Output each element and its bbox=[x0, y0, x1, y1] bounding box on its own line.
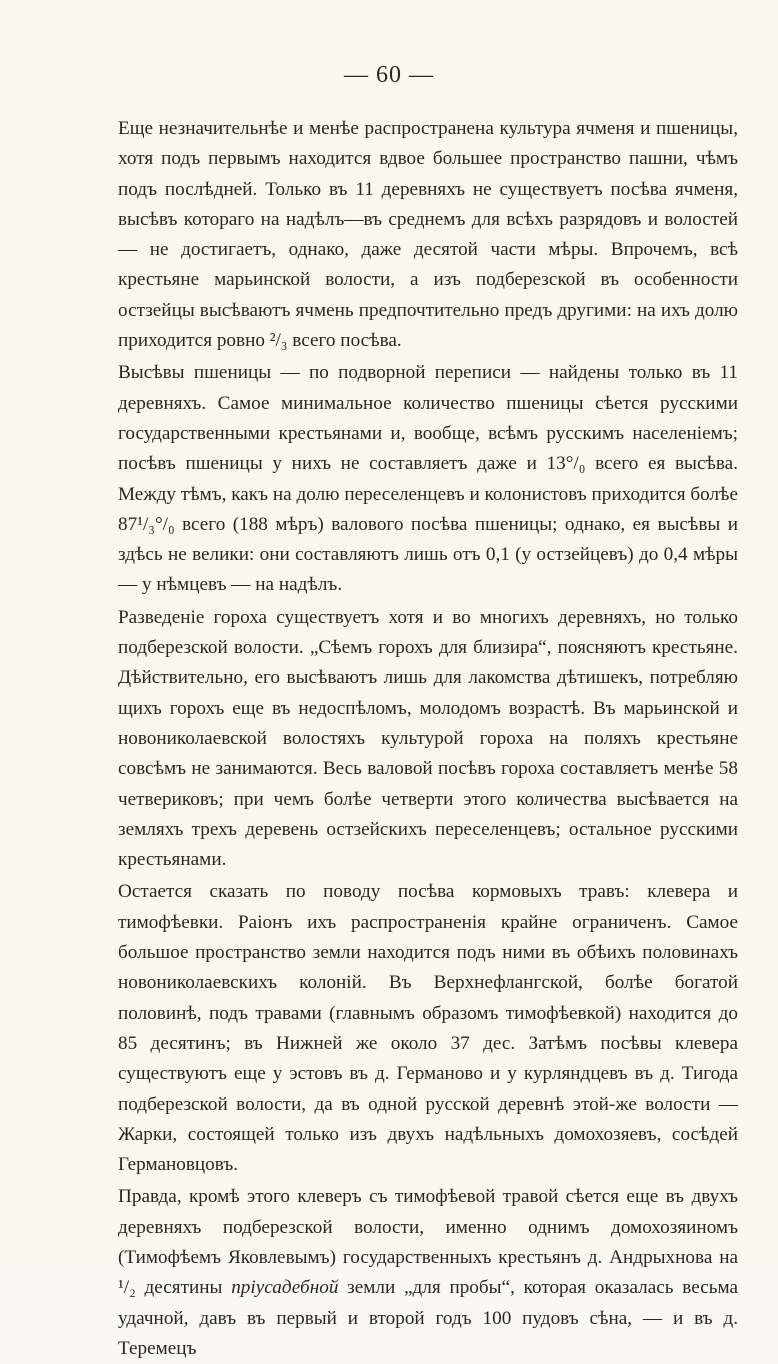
paragraph-clover-end: земли „для пробы“, которая оказалась весьма удачной, давъ въ первый и второй годъ 100 пудовъ сѣна, — и въ д. Теремецъ bbox=[118, 1277, 738, 1359]
paragraph-barley-wheat: Еще незначительнѣе и менѣе распространена культура ячменя и пшеницы, хотя подъ первымъ находится вдвое большее пространство пашни, чѣмъ подъ послѣдней. Только въ 11 деревняхъ не существуетъ посѣва ячменя, высѣвъ котораго на надѣлъ—въ среднемъ для всѣхъ разрядовъ и волостей — не достигаетъ, однако, даже десятой части мѣры. Впрочемъ, всѣ крестьяне марьинской волости, а изъ подберезской въ особенности остзейцы высѣваютъ ячмень предпочтительно предъ другими: на ихъ долю приходится ровно ²/₃ всего посѣва. bbox=[118, 118, 738, 352]
page-number: — 60 — bbox=[344, 62, 434, 88]
paragraph-clover bbox=[118, 1182, 738, 1364]
italic-term: пріусадебной bbox=[231, 1277, 339, 1299]
paragraph-clover-start: Правда, кромѣ этого клеверъ съ тимофѣевой травой сѣется еще въ двухъ деревняхъ подберезской волости, именно однимъ домохозяиномъ (Тимофѣемъ Яковлевымъ) государственныхъ крестьянъ д. Андрыхнова на ¹/₂ десятины bbox=[118, 1186, 738, 1299]
paragraph-fodder-grasses: Остается сказать по поводу посѣва кормовыхъ травъ: клевера и тимофѣевки. Раіонъ ихъ распространенія крайне ограниченъ. Самое большое пространство земли находится подъ ними въ обѣихъ половинахъ новониколаевскихъ колоній. Въ Верхнефлангской, болѣе богатой половинѣ, подъ травами (главнымъ образомъ тимофѣевкой) находится до 85 десятинъ; въ Нижней же около 37 дес. Затѣмъ посѣвы клевера существуютъ еще у эстовъ въ д. Германово и у курляндцевъ въ д. Тигода подберезской волости, да въ одной русской деревнѣ этой-же волости — Жарки, состоящей только изъ двухъ надѣльныхъ домохозяевъ, сосѣдей Германовцовъ. bbox=[118, 881, 738, 1176]
page-body bbox=[118, 114, 738, 1364]
paragraph-wheat-sowing: Высѣвы пшеницы — по подворной переписи — найдены только въ 11 деревняхъ. Самое минимальное количество пшеницы сѣется русскими государственными крестьянами и, вообще, всѣмъ русскимъ населеніемъ; посѣвъ пшеницы у нихъ не составляетъ даже и 13°/₀ всего ея высѣва. Между тѣмъ, какъ на долю переселенцевъ и колонистовъ приходится болѣе 87¹/₃°/₀ всего (188 мѣръ) валового посѣва пшеницы; однако, ея высѣвы и здѣсь не велики: они составляютъ лишь отъ 0,1 (у остзейцевъ) до 0,4 мѣры — у нѣмцевъ — на надѣлъ. bbox=[118, 362, 738, 596]
paragraph-peas: Разведеніе гороха существуетъ хотя и во многихъ деревняхъ, но только подберезской волости. „Сѣемъ горохъ для близира“, поясняютъ крестьяне. Дѣйствительно, его высѣваютъ лишь для лакомства дѣтишекъ, потребляю щихъ горохъ еще въ недоспѣломъ, молодомъ возрастѣ. Въ марьинской и новониколаевской волостяхъ культурой гороха на поляхъ крестьяне совсѣмъ не занимаются. Весь валовой посѣвъ гороха составляетъ менѣе 58 четвериковъ; при чемъ болѣе четверти этого количества высѣвается на земляхъ трехъ деревень остзейскихъ переселенцевъ; остальное русскими крестьянами. bbox=[118, 606, 738, 871]
